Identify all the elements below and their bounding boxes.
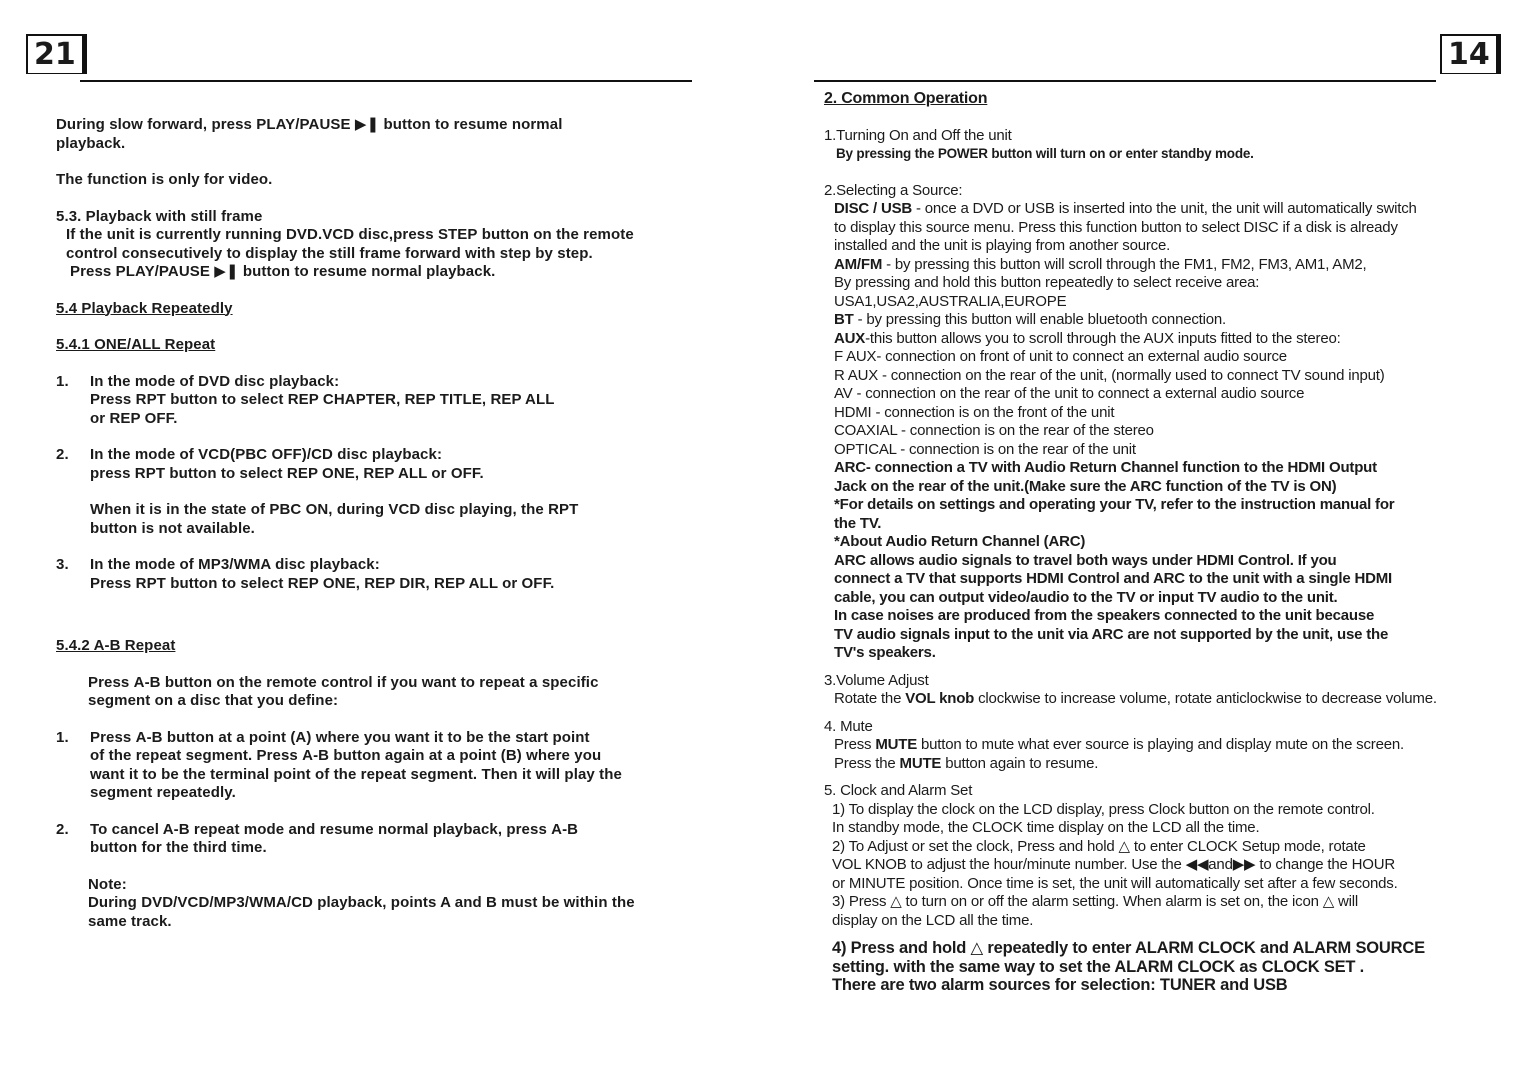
- page-number: 21: [26, 34, 87, 74]
- header-rule: [814, 80, 1436, 82]
- rewind-icon: ◀◀: [1185, 856, 1209, 873]
- header-rule: [80, 80, 692, 82]
- list-item: 3. In the mode of MP3/WMA disc playback: Press RPT button to select REP ONE, REP DIR, REP ALL or OFF.: [56, 556, 555, 592]
- section-heading: 2. Common Operation: [824, 90, 988, 107]
- topic-heading: 3.Volume Adjust: [824, 671, 929, 689]
- list-item: 2. In the mode of VCD(PBC OFF)/CD disc playback: press RPT button to select REP ONE, REP ALL or OFF. When it is in the state of PBC ON, during VCD disc playing, the RPT button is not available.: [56, 446, 579, 537]
- bell-icon: △: [970, 939, 984, 957]
- source-list: DISC / USB - once a DVD or USB is inserted into the unit, the unit will automatically switch to display this source menu. Press this function button to select DISC if a disk is already installed and the unit is playing from another source. AM/FM - by pressing this button will scroll through the FM1, FM2, FM3, AM1, AM2, By pressing and hold this button repeatedly to select receive area: USA1,USA2,AUSTRALIA,EUROPE BT - by pressing this button will enable bluetooth connection. AUX-this button allows you to scroll through the AUX inputs fitted to the stereo: F AUX- connection on front of unit to connect an external audio source R AUX - connection on the rear of the unit, (normally used to connect TV sound input) AV - connection on the rear of the unit to connect a external audio source HDMI - connection is on the front of the unit COAXIAL - connection is on the rear of the stereo OPTICAL - connection is on the rear of the unit ARC- connection a TV with Audio Return Channel function to the HDMI Output Jack on the rear of the unit.(Make sure the ARC function of the TV is ON) *For details on settings and operating your TV, refer to the instruction manual for the TV. *About Audio Return Channel (ARC) ARC allows audio signals to travel both ways under HDMI Control. If you connect a TV that supports HDMI Control and ARC to the unit with a single HDMI cable, you can output video/audio to the TV or input TV audio to the unit. In case noises are produced from the speakers connected to the unit because TV audio signals input to the unit via ARC are not supported by the unit, use the TV's speakers.: [834, 200, 1417, 661]
- paragraph: Rotate the VOL knob clockwise to increase volume, rotate anticlockwise to decrease volume.: [834, 690, 1437, 707]
- paragraph: Press A-B button on the remote control if you want to repeat a specific segment on a disc that you define:: [88, 673, 599, 709]
- page-number: 14: [1440, 34, 1501, 74]
- list-item: 1. In the mode of DVD disc playback: Press RPT button to select REP CHAPTER, REP TITLE, REP ALL or REP OFF.: [56, 372, 555, 427]
- section-heading: 5.4 Playback Repeatedly: [56, 299, 233, 317]
- paragraph: During slow forward, press PLAY/PAUSE ▶❚ button to resume normal playback.: [56, 116, 563, 152]
- section-heading: 5.3. Playback with still frame: [56, 207, 263, 225]
- section-heading: 5.4.2 A-B Repeat: [56, 637, 176, 654]
- bell-icon: △: [1118, 837, 1130, 855]
- topic-heading: 1.Turning On and Off the unit: [824, 126, 1012, 144]
- list-item: 1. Press A-B button at a point (A) where you want it to be the start point of the repeat segment. Press A-B button again at a point (B) where you want it to be the terminal point of the repeat segment. Then it will play the segment repeatedly.: [56, 728, 622, 801]
- left-body: [56, 116, 706, 931]
- paragraph: By pressing the POWER button will turn on or enter standby mode.: [836, 146, 1254, 161]
- clock-alarm-instructions: 1) To display the clock on the LCD display, press Clock button on the remote control. In standby mode, the CLOCK time display on the LCD all the time. 2) To Adjust or set the clock, Press and hold △ to enter CLOCK Setup mode, rotate VOL KNOB to adjust the hour/minute number. Use the ◀◀and▶▶ to change the HOUR or MINUTE position. Once time is set, the unit will automatically set after a few seconds. 3) Press △ to turn on or off the alarm setting. When alarm is set on, the icon △ will display on the LCD all the time. 4) Press and hold △ repeatedly to enter ALARM CLOCK and ALARM SOURCE setting. with the same way to set the ALARM CLOCK as CLOCK SET . There are two alarm sources for selection: TUNER and USB: [832, 800, 1425, 994]
- paragraph: Press MUTE button to mute what ever source is playing and display mute on the screen. Press the MUTE button again to resume.: [834, 736, 1404, 772]
- section-heading: 5.4.1 ONE/ALL Repeat: [56, 336, 216, 353]
- topic-heading: 2.Selecting a Source:: [824, 181, 963, 199]
- bell-icon: △: [1322, 893, 1335, 910]
- bell-icon: △: [890, 893, 902, 910]
- right-page: [768, 0, 1536, 1086]
- paragraph: If the unit is currently running DVD.VCD disc,press STEP button on the remote control consecutively to display the still frame forward with step by step. Press PLAY/PAUSE ▶❚ button to resume normal playback.: [66, 226, 634, 280]
- topic-heading: 5. Clock and Alarm Set: [824, 782, 973, 799]
- note: Note: During DVD/VCD/MP3/WMA/CD playback, points A and B must be within the same track.: [88, 875, 635, 930]
- fast-forward-icon: ▶▶: [1232, 856, 1256, 873]
- play-pause-icon: ▶❚: [214, 263, 239, 280]
- right-body: [824, 90, 1536, 995]
- paragraph: The function is only for video.: [56, 171, 273, 188]
- topic-heading: 4. Mute: [824, 717, 873, 735]
- list-item: 2. To cancel A-B repeat mode and resume normal playback, press A-B button for the third time.: [56, 820, 579, 856]
- play-pause-icon: ▶❚: [354, 116, 380, 133]
